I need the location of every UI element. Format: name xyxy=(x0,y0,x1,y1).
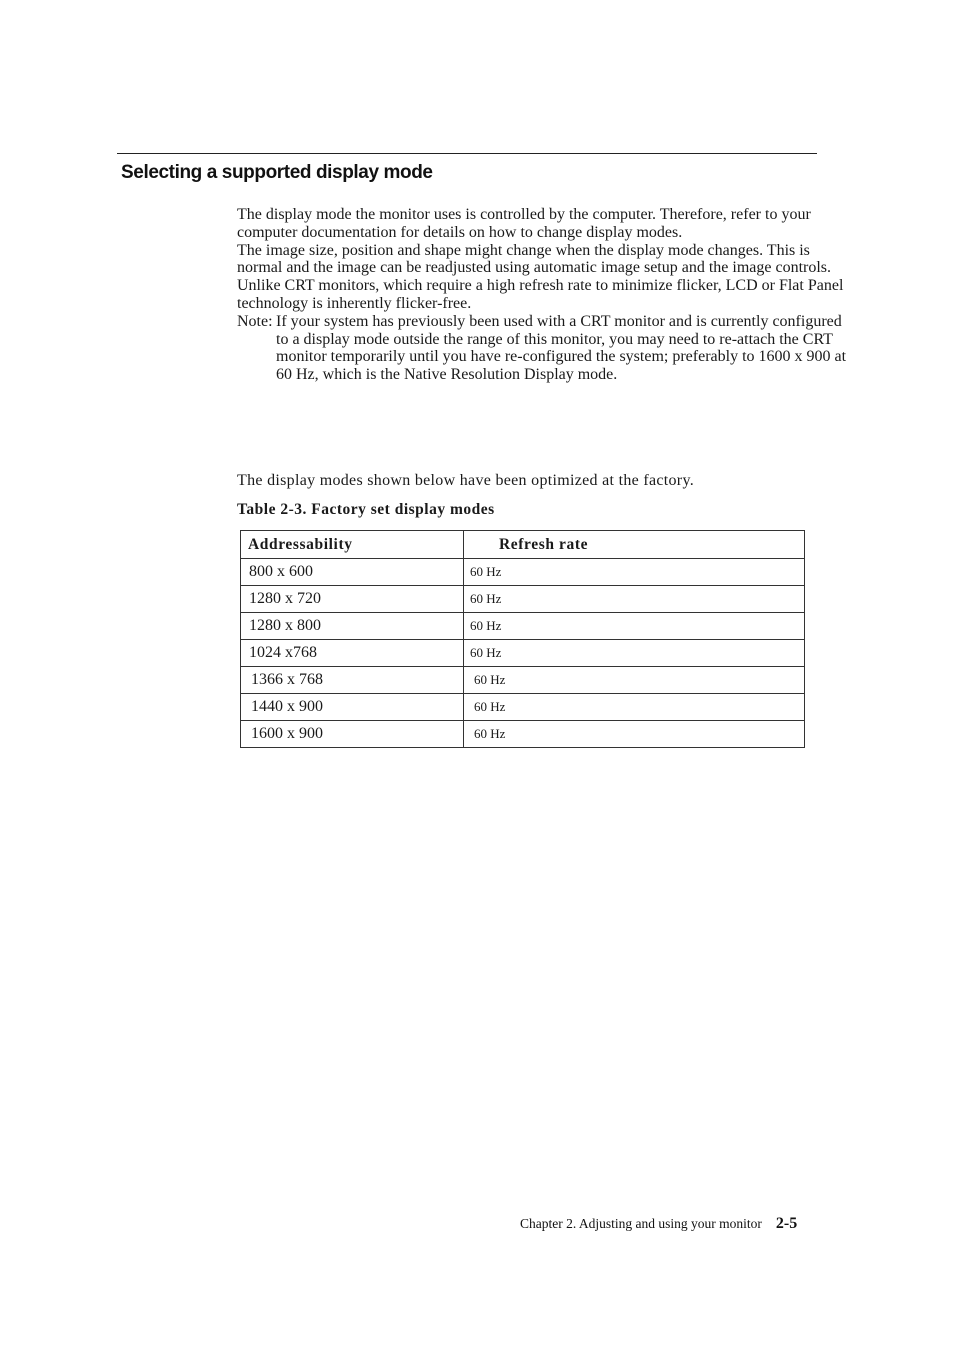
table-intro: The display modes shown below have been optimized at the factory. xyxy=(237,472,694,489)
table-caption: Table 2-3. Factory set display modes xyxy=(237,501,495,518)
addressability-cell: 1024 x768 xyxy=(241,640,464,667)
note-text: If your system has previously been used with a CRT monitor and is currently configured to a display mode outside the range of this monitor, you may need to re-attach the CRT monitor temporarily until you have re-configured the system; preferably to 1600 x 900 at 60 Hz, which is the Native Resolution Display mode. xyxy=(276,312,847,384)
table-row xyxy=(241,586,805,613)
note xyxy=(237,313,857,384)
refresh-rate-cell: 60 Hz xyxy=(464,694,805,721)
addressability-cell: 1280 x 720 xyxy=(241,586,464,613)
header-refresh-rate: Refresh rate xyxy=(464,531,805,559)
refresh-rate-cell: 60 Hz xyxy=(464,586,805,613)
table-header-row xyxy=(241,531,805,559)
addressability-cell: 1366 x 768 xyxy=(241,667,464,694)
refresh-rate-cell: 60 Hz xyxy=(464,640,805,667)
addressability-cell: 1440 x 900 xyxy=(241,694,464,721)
refresh-rate-cell: 60 Hz xyxy=(464,721,805,748)
refresh-rate-cell: 60 Hz xyxy=(464,667,805,694)
addressability-cell: 800 x 600 xyxy=(241,559,464,586)
header-addressability: Addressability xyxy=(241,531,464,559)
paragraph-crt: Unlike CRT monitors, which require a high refresh rate to minimize flicker, LCD or Flat Panel technology is inherently flicker-free. xyxy=(237,277,844,312)
table-row xyxy=(241,694,805,721)
paragraph-display-mode: The display mode the monitor uses is controlled by the computer. Therefore, refer to your computer documentation for details on how to change display modes. xyxy=(237,206,811,241)
addressability-cell: 1280 x 800 xyxy=(241,613,464,640)
display-modes-table xyxy=(240,530,805,748)
table-row xyxy=(241,640,805,667)
note-label: Note: xyxy=(237,312,273,330)
table-row xyxy=(241,559,805,586)
paragraph-image-size: The image size, position and shape might change when the display mode changes. This is normal and the image can be readjusted using automatic image setup and the image controls. xyxy=(237,241,832,277)
table-row xyxy=(241,613,805,640)
page-footer xyxy=(520,1215,814,1233)
footer-chapter: Chapter 2. Adjusting and using your monitor xyxy=(520,1216,762,1231)
table-row xyxy=(241,667,805,694)
section-divider xyxy=(117,153,817,154)
footer-page-number: 2-5 xyxy=(775,1215,798,1232)
body-text xyxy=(237,206,857,384)
table-row xyxy=(241,721,805,748)
addressability-cell: 1600 x 900 xyxy=(241,721,464,748)
section-title: Selecting a supported display mode xyxy=(121,162,433,183)
refresh-rate-cell: 60 Hz xyxy=(464,559,805,586)
refresh-rate-cell: 60 Hz xyxy=(464,613,805,640)
